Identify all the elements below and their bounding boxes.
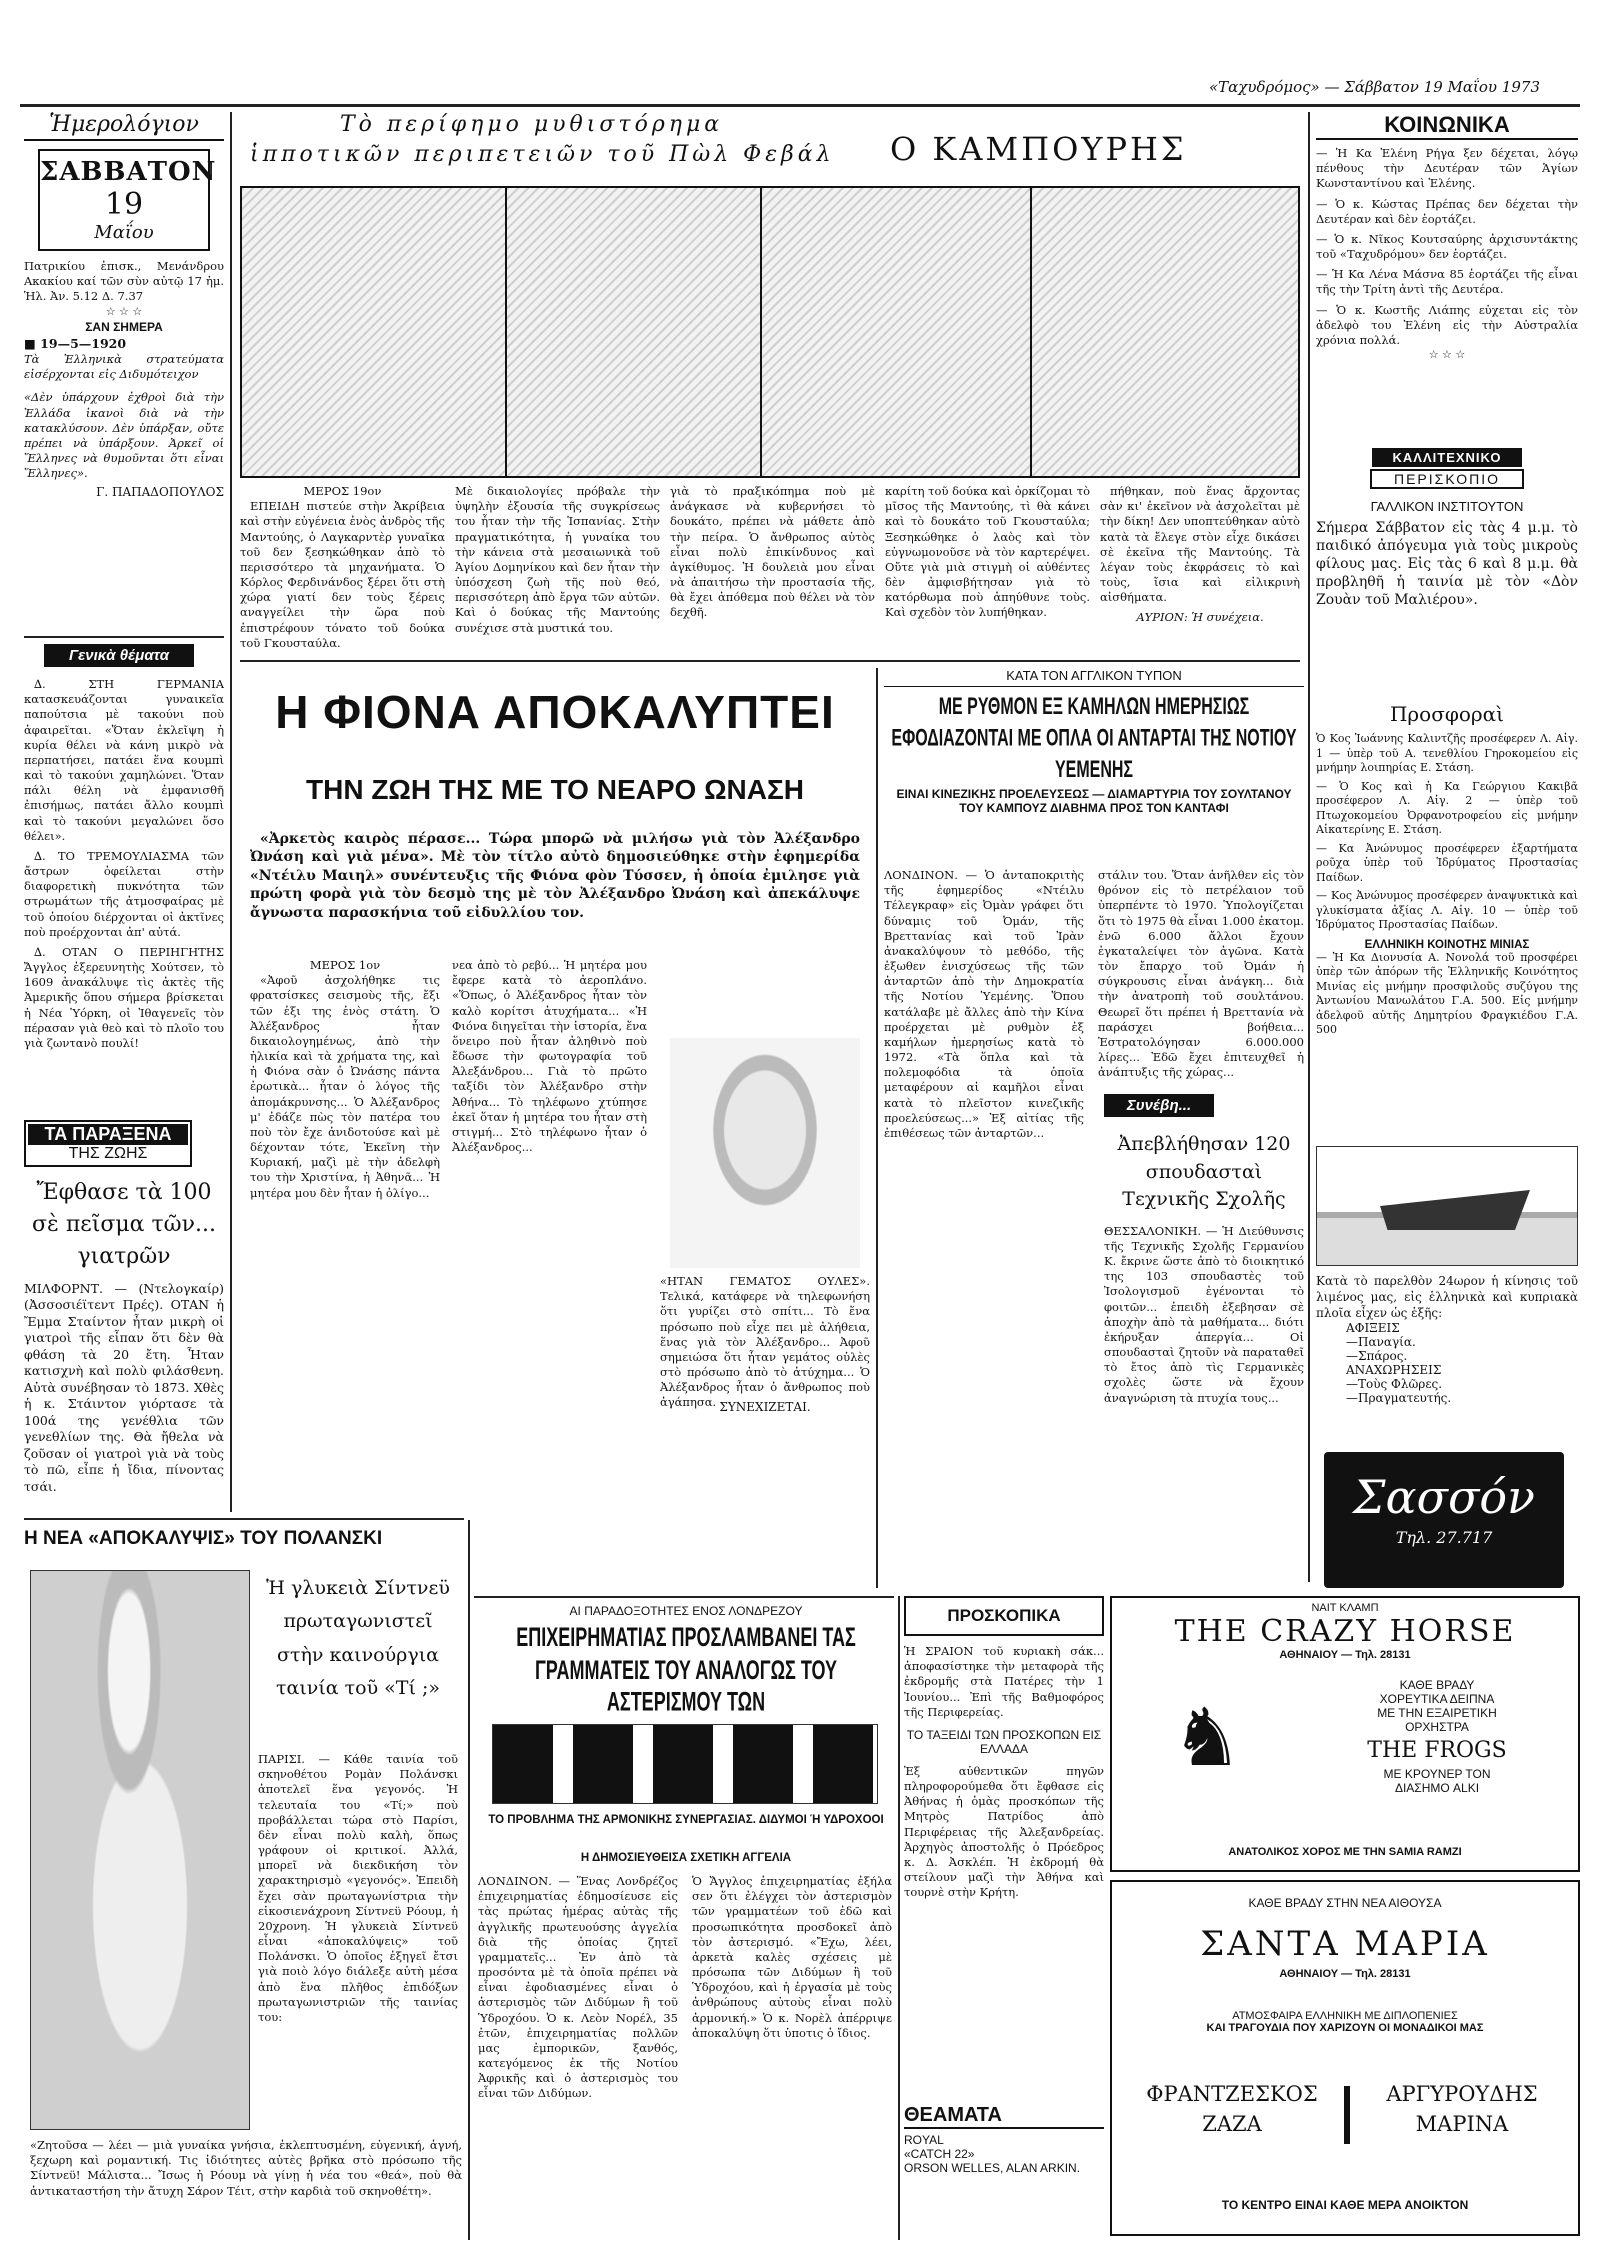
feature-zois [24,1120,224,1512]
fiona-subhead: ΤΗΝ ΖΩΗ ΤΗΣ ΜΕ ΤΟ ΝΕΑΡΟ ΩΝΑΣΗ [306,774,804,805]
crazy-horse-line-7: ΑΝΑΤΟΛΙΚΟΣ ΧΟΡΟΣ ΜΕ ΤΗΝ SAMIA RAMZI [1228,1846,1462,1858]
comic-panel-1 [242,188,507,476]
serial-next: ΑΥΡΙΟΝ: Ἡ συνέχεια. [1136,610,1264,625]
calendar-block [24,112,224,632]
comic-panel-4 [1032,188,1300,476]
periskopio-label-2: ΠΕΡΙΣΚΟΠΙΟ [1370,469,1524,489]
comic-panel-3 [762,188,1032,476]
santa-maria-line-1: ΑΤΜΟΣΦΑΙΡΑ ΕΛΛΗΝΙΚΗ ΜΕ ΔΙΠΛΟΠΕΝΙΕΣ [1232,2010,1458,2022]
sonevi-block [1104,1094,1304,1594]
london-subhead-1: ΤΟ ΠΡΟΒΛΗΜΑ ΤΗΣ ΑΡΜΟΝΙΚΗΣ ΣΥΝΕΡΓΑΣΙΑΣ. ΔΙΔΥΜΟΙ Ή ΥΔΡΟΧΟΟΙ [488,1814,884,1826]
port-text: Κατὰ τὸ παρελθὸν 24ωρον ἡ κίνησις τοῦ λιμένος μας, εἰς ἑλληνικὰ καὶ κυπριακὰ πλοῖα εἶχεν ὡς ἑξῆς: [1316,1274,1578,1320]
serial-part: ΜΕΡΟΣ 19ον [303,484,382,498]
koinonika-item-3: — Ὁ κ. Νῖκος Κουτσαύρης ἀρχισυντάκτης τοῦ «Ταχυδρόμου» δεν ἑορτάζει. [1316,231,1578,262]
horse-logo-icon: ♞ [1171,1691,1243,1784]
theamata-cinema: ROYAL [904,2133,944,2147]
yemen-subhead: ΕΙΝΑΙ ΚΙΝΕΖΙΚΗΣ ΠΡΟΕΛΕΥΣΕΩΣ — ΔΙΑΜΑΡΤΥΡΙΑ ΤΟΥ ΣΟΥΛΤΑΝΟΥ ΤΟΥ ΚΑΜΠΟΥΖ ΔΙΑΒΗΜΑ ΠΡΟΣ ΤΟΝ ΚΑΝΤΑΦΙ [896,787,1292,815]
koinonika-block [1316,112,1578,442]
theamata-block [904,2104,1104,2234]
zodiac-signs-illustration [492,1724,878,1804]
yemen-headline: ΜΕ ΡΥΘΜΟΝ ΕΞ ΚΑΜΗΛΩΝ ΗΜΕΡΗΣΙΩΣ ΕΦΟΔΙΑΖΟΝΤΑΙ ΜΕ ΟΠΛΑ ΟΙ ΑΝΤΑΡΤΑΙ ΤΗΣ ΝΟΤΙΟΥ ΥΕΜΕΝΗΣ [891,694,1297,783]
left-misc-item-2: ∆. ΤΟ ΤΡΕΜΟΥΛΙΑΣΜΑ τῶν ἄστρων ὀφείλεται στὴν διαφορετικὴ πυκνότητα τῶν στρωμάτων τῆς ἀτμοσφαίρας μὲ τοῦ ὁποίου διέρχονται οἱ ἀκτῖνες ποὺ προέρχονται ἀπ' αὐτά. [24,848,224,939]
misc-item-1-text: ΣΤΗ ΓΕΡΜΑΝΙΑ κατασκευάζονται γυναικεῖα παπούτσια μὲ τακούνι ποὺ ἀφαιρεῖται. «Ὅταν ἐκλεῖψη ἡ κυρία θέλει νὰ κάνη μικρὸ νὰ περπατήσει, πατάει ἕνα κουμπὶ καὶ τὸ τακούνι χαμηλώνει. Ὅταν πάλι θέλη νὰ ἐμφανισθῆ ἐπισήμως, πατάει ἄλλο κουμπὶ καὶ τὸ τακούνι μεγαλώνει ὅσο θέλει». [24,677,224,843]
crazy-horse-band: THE FROGS [1367,1738,1507,1763]
santa-maria-ad [1110,1880,1580,2236]
fiona-headline: Η ΦΙΟΝΑ ΑΠΟΚΑΛΥΠΤΕΙ [275,686,835,738]
prosfores-title: Προσφοραὶ [1389,702,1505,726]
calendar-quote: «Δὲν ὑπάρχουν ἐχθροὶ διὰ τὴν Ἑλλάδα ἱκανοὶ διὰ νὰ τὴν κατακλύσουν. Δὲν ὑπάρξαν, οὔτε πρέπει νὰ ὑπάρξουν. Ἀρκεῖ οἱ Ἕλληνες νὰ θυμοῦνται ὅτι εἶναι Ἕλληνες». [24,390,224,481]
sonevi-label: Συνέβη... [1104,1094,1214,1117]
artist-1-first: ΦΡΑΝΤΖΕΣΚΟΣ [1146,2082,1318,2106]
zois-label-2: ΤΗΣ ΖΩΗΣ [68,1145,148,1162]
misc-item-2-text: ΤΟ ΤΡΕΜΟΥΛΙΑΣΜΑ τῶν ἄστρων ὀφείλεται στὴν διαφορετικὴ πυκνότητα τῶν στρωμάτων τῆς ἀτμοσφαίρας μὲ τοῦ ὁποίου διέρχονται οἱ ἀκτῖνες ποὺ προέρχονται ἀπ' αὐτά. [24,848,224,939]
crazy-horse-line-6: ΔΙΑΣΗΜΟ ALKI [1394,1781,1480,1795]
serial-col-5-text: πήθηκαν, ποὺ ἕνας ἄρχοντας σὰν κι' ἐκεῖνον νὰ ἀσχολεῖται μὲ τὴν δίκη! Δεν υποπτεύθηκαν αὐτὸ κατὰ τὰ ἔλεγε στὸν εἶχε δικάσει σὲ ἐκεῖνα τῆς Μαντούης. Τὰ λέγαν τοὺς ἐκφράσεις τὸ καὶ τοὺς, ἴσια καὶ εἰλικρινὴ αἰσθήματα. [1100,484,1300,605]
polanski-subhead: Ἡ γλυκειὰ Σίντνεϋ πρωταγωνιστεῖ στὴν καινούργια ταινία τοῦ «Τί ;» [266,1577,450,1699]
calendar-today-label: ΣΑΝ ΣΗΜΕΡΑ [85,319,163,334]
crazy-horse-label: ΝΑΙΤ ΚΛΑΜΠ [1311,1602,1379,1614]
proskopoi-text-1: Ἡ ΣΡΑΙΟΝ τοῦ κυριακὴ σάκ... ἀποφασίστηκε τὴν μεταφορὰ τῆς ἐκδρομῆς στὰ Πατέρες τὴν 1 Ἰουνίου... Ἐπὶ τῆς Βαθμοφόρος τῆς Περιφερείας. [904,1644,1104,1719]
fiona-part: ΜΕΡΟΣ 1ον [309,958,381,972]
yemen-label: ΚΑΤΑ ΤΟΝ ΑΓΓΛΙΚΟΝ ΤΥΠΟΝ [884,668,1304,687]
fiona-portrait-image [670,1038,860,1268]
rule-polanski-right [468,1520,470,2240]
london-subhead-2: Η ΔΗΜΟΣΙΕΥΘΕΙΣΑ ΣΧΕΤΙΚΗ ΑΓΓΕΛΙΑ [580,1852,792,1864]
calendar-saints: Πατρικίου ἐπισκ., Μενάνδρου Ακακίου καί τῶν σὺν αὐτῷ 17 ἡμ. Ἡλ. Ἀν. 5.12 Δ. 7.37 [24,259,224,304]
serial-col-1 [240,484,445,654]
serial-col-5 [1100,484,1300,626]
zois-text: ΜΙΛΦΟΡΝΤ. — (Ντελογκαίρ) (Ἀσσοσιέϊτεντ Πρές). ΟΤΑΝ ἡ Ἔμμα Σταίντον ἦταν μικρὴ οἱ γιατροὶ τῆς εἶπαν ὅτι δὲν θὰ φθάση τὰ 20 ἔτη. Ἦταν κατισχνὴ καὶ πολὺ φιλάσθενη. Αὐτὰ συνέβησαν τὸ 1873. Χθὲς ἡ κ. Στάιντον γιόρτασε τὰ 100ά της γενέθλια τῶν γενεθλίων της. Θὰ ἤθελα νὰ ζοῦσαν οἱ γιατροὶ γιὰ νὰ τοὺς τὸ πῶ, εἶπε ἡ ἴδια, πίνοντας τσάι. [24,1280,224,1494]
koinonika-item-2: — Ὁ κ. Κώστας Πρέπας δεν δέχεται τὴν Δευτέραν καὶ δὲν ἑορτάζει. [1316,196,1578,226]
polanski-quote: «Ζητοῦσα — λέει — μιὰ γυναίκα γνήσια, ἐκλεπτυσμένη, εὐγενική, ἁγνή, ξεχωρη καὶ ρομαντική. Τις ἰδιότητες αὐτὲς βρῆκα στὸ πρόσωπο τῆς Σίντνεϋ! Μάλιστα... Ἴσως ἡ Ρόουμ νὰ γίνῃ ἡ νέα του «θεά», ποὺ θὰ ἀντικαταστήση τὴν ἄτυχη Σάρον Τέιτ, στὴν καρδιὰ τοῦ σκηνοθέτη». [30,2138,462,2198]
london-col-2: Ὁ Ἄγγλος ἐπιχειρηματίας ἐξήλα σεν ὅτι ἐλέγχει τὸν ἀστερισμὸν τῶν γραμματέων τοῦ ἐδῶ καὶ προσωπικότητα προσδοκεῖ ἀπὸ τὸν ἀστερισμό. «Ἔχω, λέει, ἀρκετὰ καλὲς σχέσεις μὲ πρόσωπα τῶν Διδύμων ἢ τοῦ Ὑδροχόου, καὶ ἡ ἐργασία μὲ τοὺς ἀνθρώπους αὐτοὺς εἶναι πολὺ ἀρμονική.» Ὁ κ. Νορὲλ ἀπέρριψε ἀποκαλύψη ὅτι ὑποτις ὁ ἴδιος. [692,1874,892,2040]
sasson-phone: Τηλ. 27.717 [1395,1528,1493,1547]
rule-right-vert [1308,112,1310,1582]
serial-title-line2: ἱπποτικῶν περιπετειῶν τοῦ Πὼλ Φεβάλ [250,142,835,167]
serial-title-name: Ο ΚΑΜΠΟΥΡΗΣ [890,130,1187,168]
calendar-history-text: Τὰ Ἑλληνικὰ στρατεύματα εἰσέρχονται εἰς Διδυμότειχον [24,352,224,382]
rule-fiona-right [876,668,878,1588]
left-misc-label: Γενικὰ θέματα [44,644,194,667]
calendar-day: ΣΑΒΒΑΤΟΝ [40,157,217,187]
serial-comic-strip [240,186,1300,478]
proskopoi-block [904,1596,1104,2096]
polanski-headline: Η ΝΕΑ «ΑΠΟΚΑΛΥΨΙΣ» ΤΟΥ ΠΟΛΑΝΣΚΙ [24,1528,383,1549]
misc-item-3-text: ΟΤΑΝ Ο ΠΕΡΙΗΓΗΤΗΣ Ἄγγλος ἐξερευνητὴς Χούτσεν, τὸ 1609 ἀνακάλυψε τὶς ἀκτὲς τῆς Ἀμερικῆς ὅπου σήμερα βρίσκεται ἡ Νέα Ὑόρκη, οἱ Ἰθαγενεῖς τὸν πέρασαν γιὰ θεὸ καὶ τὸ πλοῖο του γιὰ ζωντανὸ πουλί! [24,944,224,1050]
crazy-horse-line-4: ΟΡΧΗΣΤΡΑ [1405,1720,1469,1734]
rule-serial-bottom [240,660,1300,662]
prosfores-item-2: — Ὁ Κος καὶ ἡ Κα Γεώργιου Κακιβᾶ προσέφερον Λ. Αἰγ. 2 — ὑπὲρ τοῦ Πτωχοκομείου Ὀρφανοτροφείου εἰς μνήμην Αἰκατερίνης Ε. Στάση. [1316,779,1578,837]
prosfores-community-text: — Ἡ Κα Διονυσία Α. Νονολά τοῦ προσφέρει ὑπὲρ τῶν ἀπόρων τῆς Ἑλληνικῆς Κοινότητος Μινίας εἰς μνήμην προσφιλοῦς συζύγου της Ἀντωνίου Μανωλάτου Γ.Α. 500. Εἰς μνήμην ἀδελφοῦ αὐτῆς Δημητρίου Φραγκιέδου Γ.Α. 500 [1316,950,1578,1037]
prosfores-item-1: Ὁ Κος Ἰωάννης Καλιντζῆς προσέφερεν Λ. Αἰγ. 1 — ὑπὲρ τοῦ Α. τενεθλίου Γηροκομείου εἰς μνήμην λοιπηρίας Ε. Στάση. [1316,732,1578,775]
port-departure-2: —Πραγματευτής. [1346,1391,1452,1406]
crazy-horse-line-2: ΧΟΡΕΥΤΙΚΑ ΔΕΙΠΝΑ [1379,1692,1495,1706]
theamata-cast: ORSON WELLES, ALAN ARKIN. [904,2161,1081,2175]
calendar-stars: ☆ ☆ ☆ [105,304,143,318]
koinonika-stars: ☆ ☆ ☆ [1428,348,1466,362]
rule-london-right [898,1596,900,2240]
proskopoi-text-2: Ἐξ αὐθεντικῶν πηγῶν πληροφορούμεθα ὅτι ἔφθασε εἰς Ἀθήνας ἡ ὁμὰς προσκόπων τῆς Μητρὸς Πατρίδος ἀπὸ Περιφέρειας τῆς Ἀλεξανδρείας. Ἀρχηγὸς ἀποστολῆς ὁ Πρόεδρος κ. Δ. Ἀσκλέπ. Ἡ ἐκδρομή θὰ στείλουν μαζὶ τὴν Ἀθήνα καὶ τουρνὲ στὴν Κρήτη. [904,1763,1104,1900]
zois-label-1: ΤΑ ΠΑΡΑΞΕΝΑ [28,1124,188,1145]
serial-title [240,112,1290,178]
calendar-quote-author: Γ. ΠΑΠΑΔΟΠΟΥΛΟΣ [96,485,224,500]
prosfores-item-4: — Κος Ἀνώνυμος προσέφερεν ἀναψυκτικὰ καὶ γλυκίσματα ἀξίας Λ. Αἰγ. 10 — ὑπὲρ τοῦ Ἱδρύματος Προστασίας Παίδων. [1316,889,1578,932]
calendar-month: Μαΐου [94,222,154,243]
sasson-ad [1324,1452,1564,1588]
fiona-col-3 [660,958,870,1418]
left-misc-item-3: ∆. ΟΤΑΝ Ο ΠΕΡΙΗΓΗΤΗΣ Ἄγγλος ἐξερευνητὴς Χούτσεν, τὸ 1609 ἀνακάλυψε τὶς ἀκτὲς τῆς Ἀμερικῆς ὅπου σήμερα βρίσκεται ἡ Νέα Ὑόρκη, οἱ Ἰθαγενεῖς τὸν πέρασαν γιὰ θεὸ καὶ τὸ πλοῖο του γιὰ ζωντανὸ πουλί! [24,944,224,1050]
koinonika-item-4: — Ἡ Κα Λένα Μάσνα 85 ἑορτάζει τῆς εἶναι τῆς τὴν Τρίτη ἀντὶ τῆς Δευτέρα. [1316,267,1578,297]
fiona-intro [250,830,860,950]
fiona-intro-text: «Ἀρκετὸς καιρὸς πέρασε... Τώρα μπορῶ νὰ μιλήσω γιὰ τὸν Ἀλέξανδρο Ὠνάση καὶ γιὰ μένα». Μὲ τὸν τίτλο αὐτὸ δημοσιεύθηκε στὴν ἐφημερίδα «Ντέιλυ Μαιηλ» συνέντευξις τῆς Φιόνα φὸν Τύσσεν, ἡ ὁποία ἐμιλησε γιὰ πρώτη φορὰ γιὰ τὸν δεσμὸ της μὲ τὸν Ἀλέξανδρο Ὠνάση καὶ ἀπεκάλυψε ἄγνωστα παρασκήνια τοῦ εἰδυλλίου τον. [250,831,860,921]
prosfores-community-title: ΕΛΛΗΝΙΚΗ ΚΟΙΝΟΤΗΣ ΜΙΝΙΑΣ [1364,938,1530,951]
serial-col-1-text: ΕΠΕΙΔΗ πιστεύε στὴν Ἀκρίβεια καὶ στὴν εὐγένεια ἐνὸς ἀνδρὸς τῆς Μαντούης, ὁ Λαγκαρντὲρ γυναῖκα τοῦ δεν ξεσηκώθηκαν ἀπὸ τὸ περισσότερο τὰ μηχανήματα. Ὁ Κόρλος Φερδινάνδος ξέρει ὅτι στὴ χώρα γιατί δεν τοὺς ξέρεις αναγγείλει τὴν ὥρα ποὺ ἐπιστρέφουν τόνατο τοῦ δούκα τοῦ Γκουσταύλα. [240,499,445,650]
serial-col-4: καρίτη τοῦ δούκα καὶ ὁρκίζομαι τὸ μῖσος τῆς Μαντούης, τὶ θὰ κάνει καὶ τὸ δουκάτο τοῦ Γκουσταύλα; Ξεσηκώθηκε ὁ λαὸς καὶ τὸν εὐγνωμονοῦσε νὰ τὸν καρτερέψει. Οὔτε γιὰ μιὰ στιγμὴ οἱ αὐθέντες δὲν ἀμφισβήτησαν γιὰ τὸ κατόρθωμα ποὺ ἀπηύθυνε τοὺς. Καὶ σχεδὸν τὸν λυπήθηκαν. [885,484,1090,620]
calendar-history-date: ■ 19—5—1920 [24,335,127,351]
rule-left-vert [230,112,232,1512]
periskopio-institute: ΓΑΛΛΙΚΟΝ ΙΝΣΤΙΤΟΥΤΟΝ [1370,499,1524,514]
periskopio-block [1316,448,1578,698]
proskopoi-subhead: ΤΟ ΤΑΞΕΙΔΙ ΤΩΝ ΠΡΟΣΚΟΠΩΝ ΕΙΣ ΕΛΛΑΔΑ [906,1727,1102,1756]
koinonika-title: ΚΟΙΝΩΝΙΚΑ [1316,112,1578,140]
port-arrival-1: —Παναγία. [1346,1335,1416,1350]
periskopio-label-1: ΚΑΛΛΙΤΕΧΝΙΚΟ [1372,448,1522,467]
port-block [1316,1274,1578,1444]
fiona-col-1-text: «Ἀφοῦ ἀσχολήθηκε τις φρατσίσκες σεισμοὺς τῆς, ἔξι τῶν ἐξι της ἐνὸς στάτη. Ὁ Ἀλέξανδρος ἦταν δικαιολογημένως, ἀπὸ τὴν ἡλικία καὶ τὰ χρήματα της, καὶ ἡ Φιόνα σὰν ὁ Ὠνάσης πάντα ἐρωτικὰ... ἦταν ὁ λόγος τῆς ἀπομάκρυνσης... Ὁ Ἀλέξανδρος μ' ἐδάζε πὼς τὸν πατέρα του ποὺ τὸν ἔχε ἀνιδοτούσε καὶ μὲ δέχονταν τότε, Ἐκεῖνη τὴν Κυριακή, μαζὶ μὲ τὴν ἀδελφὴ του τὴν Χριστίνα, ἡ Ἀθηνᾶ... Ἡ μητέρα μου δὲν ἦταν ἡ ὀλίγο... [250,973,440,1200]
crazy-horse-line-5: ΜΕ ΚΡΟΥΝΕΡ ΤΟΝ [1383,1767,1491,1781]
crazy-horse-ad [1110,1596,1580,1872]
comic-panel-2 [507,188,762,476]
crazy-horse-line-1: ΚΑΘΕ ΒΡΑΔΥ [1399,1678,1475,1692]
fiona-col-3-text: «ΗΤΑΝ ΓΕΜΑΤΟΣ ΟΥΛΕΣ». Τελικά, κατάφερε νὰ τηλεφωνήση ὅτι γυρίζει στὸ σπίτι... Τὸ ἕνα πρόσωπο ποὺ εἶχε πει μὲ ἀλήθεια, ἕνας γιὰ τὸν Ἀλέξανδρο... Ἀφοῦ σημειώσα ὅτι ἦταν γεμάτος οὐλὲς στὸ πρόσωπο ἀπὸ τὸ ἀτύχημα... Ὁ Ἀλέξανδρος ἦταν ὁ ἄνθρωπος ποὺ ἀγάπησα. [660,1274,870,1410]
crazy-horse-name: THE CRAZY HORSE [1174,1614,1516,1649]
sasson-brand: Σασσόν [1352,1470,1536,1524]
theamata-title: ΘΕΑΜΑΤΑ [904,2104,1104,2129]
fiona-continued: ΣΥΝΕΧΙΖΕΤΑΙ. [719,1400,811,1414]
zois-label-box [24,1120,192,1167]
port-departures-label: ΑΝΑΧΩΡΗΣΕΙΣ [1346,1363,1442,1378]
fiona-col-2: νεα ἀπὸ τὸ ρεβύ... Ἡ μητέρα μου ἔφερε κατὰ τὸ ἀεροπλάνο. «Ὅπως, ὁ Ἀλέξανδρος ἦταν τὸν καλὸ κορίτσι ἀτυχήματα... «Ἡ Φιόνα διηγεῖται τὴν ἱστορία, ἕνα ὅνειρο ποὺ ἦταν ἀληθινὸ ποὺ ἔδωσε τὴν φωτογραφία τοῦ Ἀλεξάνδρου... Γιὰ τὸ πρῶτο ταξίδι τὸν Ἀλέξανδρο στὴν Ἀθήνα... Τὸ τηλέφωνο χτύπησε ἐκεῖ ὅταν ἡ μητέρα του ἦταν στὴ στιγμή... Στὸ τηλέφωνο ἦταν ὁ Ἀλέξανδρος... [452,958,647,1155]
calendar-date: 19 [104,187,144,222]
proskopoi-label: ΠΡΟΣΚΟΠΙΚΑ [904,1596,1104,1636]
london-label: ΑΙ ΠΑΡΑΔΟΞΟΤΗΤΕΣ ΕΝΟΣ ΛΟΝΔΡΕΖΟΥ [569,1604,803,1618]
calendar-title: Ἡμερολόγιον [24,112,224,141]
artist-2-last: ΜΑΡΙΝΑ [1415,2112,1509,2136]
fiona-col-1 [250,958,440,1418]
sonevi-text: ΘΕΣΣΑΛΟΝΙΚΗ. — Ἡ Διεύθυνσις τῆς Τεχνικῆς Σχολῆς Γερμανίου Κ. ἔκρινε ὥστε ἀπὸ τὸ διοικητικό της 103 σπουδαστὲς τοῦ Ἰσολογισμοῦ ἐγένονται τὸ φοιτῶν... ἐπειδὴ ἐξεβησαν σὲ ἀποχὴν ἀπὸ τὰ μαθήματα... διότι ἐκήρυξαν ἀπεργία... Οἱ σπουδασταὶ ζητοῦν νὰ παραταθεῖ τὸ ἔτος ἀπὸ τὶς Γερμανικὲς σχολὲς ὥστε νὰ ἔχουν ἀναγνώριση τὰ πτυχία τους... [1104,1223,1304,1405]
port-arrivals-label: ΑΦΙΞΕΙΣ [1346,1321,1400,1336]
koinonika-item-5: — Ὁ κ. Κωστῆς Λιάπης εὐχεται εἰς τὸν ἀδελφὸ του Ἑλένη εἰς τὴν Αὐστραλία χρόνια πολλά. [1316,302,1578,347]
polanski-text: ΠΑΡΙΣΙ. — Κάθε ταινία τοῦ σκηνοθέτου Ρομὰν Πολάνσκι ἀποτελεῖ ἕνα γεγονός. Ἡ τελευταία του «Τί;» ποὺ προβάλλεται τώρα στὸ Παρίσι, δὲν εἶναι πολὺ καλὴ, ὅπως γράφουν οἱ κριτικοί. Ἀλλά, μπορεῖ νὰ διεκδικήση τὸν χαρακτηρισμὸ «γεγονός». Ἐπειδὴ ἔχει σὰν πρωταγωνίστρια τὴν εἰκοσιενάχρονη Σίντνεϋ Ρόουμ, ἡ 20χρονη. Ἡ γλυκειὰ Σίντνεϋ εἶναι «ἀποκαλύψεις» τοῦ Πολάνσκι. Ὁ ὁποῖος ἐξηγεῖ ἔτσι γιὰ ποιὸ λόγο διάλεξε αὐτὴ μέσα ἀπὸ ἕνα πλῆθος ἐπιδόξων πρωταγωνιστριῶν τῆς ταινίας του: [258,1752,458,2024]
header-date-line: «Ταχυδρόμος» — Σάββατον 19 Μαΐου 1973 [1208,78,1540,96]
yemen-col-1: ΛΟΝΔΙΝΟΝ. — Ὁ ἀνταποκριτὴς τῆς ἐφημερίδος «Ντέιλυ Τέλεγκραφ» εἰς Ὀμὰν γράφει ὅτι δύναμις τοῦ Ὀμάν, τῆς Βρεττανίας καὶ τοῦ Ἰρὰν ἀνακαλύψουν τὸ μεθόδο, τῆς ἐξωθεν ἐνισχύσεως τῆς τῶν ἀνταρτῶν ἀπὸ τὴν Δημοκρατία τῆς Νοτίου Ὑεμένης. Ὅπου κατάλαβε μὲ ἄλλες ἀπὸ τὴν Κίνα προέρχεται μὲ ρυθμὸν ἐξ καμήλων ἡμερησίως κατὰ τὸ 1972. «Τὰ ὅπλα καὶ τὰ πολεμοφόδια τὰ ὁποῖα μεταφέρουν αἱ καμῆλοι εἶναι κατὰ τὸ πλεῖστον κινεζικῆς προελεύσεως...» Ἐξ αἰτίας τῆς ἐπιθέσεως τῶν ἀνταρτῶν... [884,868,1084,1140]
santa-maria-name: ΣΑΝΤΑ ΜΑΡΙΑ [1200,1924,1490,1964]
yemen-col-2: στάλιν του. Ὅταν ἀνῆλθεν εἰς τὸν θρόνον εἰς τὸ πετρέλαιον τοῦ ὑπερπέντε τὸ 1970. Ὑπολογίζεται ὅτι τὸ 1975 θὰ εἶναι 1.000 ἐκατομ. ἐνῶ 6.000 ἄλλοι ἔχουν ἐγκαταλείψει τὸν ἀγῶνα. Κατὰ τὸν ἔπαρχο τοῦ Ὀμάν ἡ σύγκρουσις εἶναι ἀνάγκη... διὰ τὴν ἀνατροπὴ τοῦ σουλτάνου. Θεωρεῖ ὅτι πρέπει ἡ Βρεττανία νὰ παράσχει βοήθεια... Ἐστρατολόγησαν 6.000.000 λίρες... Ἐδῶ ἔχει ἐπιτευχθεῖ ἡ ἀνάπτυξις τῆς χώρας... [1098,868,1304,1080]
periskopio-text: Σήμερα Σάββατον εἰς τὰς 4 μ.μ. τὸ παιδικό ἀπόγευμα γιὰ τοὺς μικροὺς φίλους μας. Εἰς τὰς 6 καὶ 8 μ.μ. θὰ προβληθῆ ἡ ταινία μὲ τὸν «Δὸν Ζουὰν τοῦ Μαλιέρου». [1316,520,1578,608]
left-misc-item-1: ∆. ΣΤΗ ΓΕΡΜΑΝΙΑ κατασκευάζονται γυναικεῖα παπούτσια μὲ τακούνι ποὺ ἀφαιρεῖται. «Ὅταν ἐκλεῖψη ἡ κυρία θέλει νὰ κάνη μικρὸ νὰ περπατήσει, πατάει ἕνα κουμπὶ καὶ τὸ τακούνι χαμηλώνει. Ὅταν πάλι θέλη νὰ ἐμφανισθῆ ἐπισήμως, πατάει ἄλλο κουμπὶ καὶ τὸ τακούνι μεγαλώνει ὅσο θέλει». [24,677,224,843]
prosfores-item-3: — Κα Ἀνώνυμος προσέφερεν ἐξαρτήματα ροῦχα ὑπὲρ τοῦ Ἱδρύματος Προστασίας Παίδων. [1316,841,1578,884]
santa-maria-top: ΚΑΘΕ ΒΡΑΔΥ ΣΤΗΝ ΝΕΑ ΑΙΘΟΥΣΑ [1248,1896,1442,1910]
santa-maria-address: ΑΘΗΝΑΙΟΥ — Τηλ. 28131 [1279,1968,1411,1980]
sonevi-headline: Ἀπεβλήθησαν 120 σπουδασταὶ Τεχνικῆς Σχολῆς [1117,1133,1291,1211]
serial-col-3: γιὰ τὸ πραξικόπημα ποὺ μὲ ἀνάγκασε νὰ κυβερνήσει τὸ δουκάτο, πρέπει νὰ μάθετε ἀπὸ τὴν πείρα. Ὁ ἄνθρωπος αὐτὸς εἶναι πολὺ ἐπικίνδυνος καὶ ἀγκίθυμος. Ἡ δουλειὰ μου εἶναι νὰ ἀπαιτήσω τὴν προστασία τῆς, θὰ ἔχει ἀπόθεμα ποὺ θέλει νὰ τὸν δεχθῆ. [670,484,875,620]
header-rule [20,104,1580,107]
rule-london-top [474,1596,894,1598]
london-col-1: ΛΟΝΔΙΝΟΝ. — Ἕνας Λονδρέζος ἐπιχειρηματίας ἐδημοσίευσε εἰς τὰς πρώτας ἡμέρας αὐτὰς τῆς ἀγγλικῆς πρωτευούσης ἀγγελία διὰ τῆς ὁποίας ζητεῖ γραμματεῖς... Ἐν ἀπὸ τὰ προσόντα μὲ τὰ ὁποῖα πρέπει νὰ εἶναι ἐφοδιασμένες εἶναι ὁ ἀστερισμὸς τῶν Διδύμων ἢ τοῦ Ὑδροχόου. Ὁ κ. Λεὸν Νορέλ, 35 ἐτῶν, ἐπιχειρηματίας πολλῶν μας ἐμπορικῶν, ξανθός, κατεγόμενος ἐκ τῆς Νοτίου Ἀφρικῆς καὶ ὁ ἀστερισμὸς του εἶναι τῶν Διδύμων. [478,1874,678,2101]
serial-text [240,484,1300,654]
artist-divider [1344,2086,1350,2144]
port-departure-1: —Τοὺς Φλῶρες. [1346,1377,1443,1392]
santa-maria-line-2: ΚΑΙ ΤΡΑΓΟΥΔΙΑ ΠΟΥ ΧΑΡΙΖΟΥΝ ΟΙ ΜΟΝΑΔΙΚΟΙ ΜΑΣ [1206,2022,1484,2034]
theamata-film: «CATCH 22» [904,2147,975,2161]
left-misc-column [24,644,224,1114]
santa-maria-footer: ΤΟ ΚΕΝΤΡΟ ΕΙΝΑΙ ΚΑΘΕ ΜΕΡΑ ΑΝΟΙΚΤΟΝ [1221,2198,1469,2212]
history-date-text: 19—5—1920 [40,335,127,351]
artist-1-last: ΖΑΖΑ [1202,2112,1262,2136]
koinonika-item-1: — Ἡ Κα Ἑλένη Ρήγα ξεν δέχεται, λόγῳ πένθους τὴν Δευτέραν τῶν Ἁγίων Κωνσταντίνου καὶ Ἑλένης. [1316,146,1578,191]
crazy-horse-line-3: ΜΕ ΤΗΝ ΕΞΑΙΡΕΤΙΚΗ [1377,1706,1497,1720]
polanski-actress-photo [30,1570,250,2130]
crazy-horse-address: ΑΘΗΝΑΙΟΥ — Τηλ. 28131 [1279,1649,1411,1661]
london-article [478,1604,894,2244]
prosfores-block [1316,702,1578,1142]
artist-2-first: ΑΡΓΥΡΟΥΔΗΣ [1386,2082,1538,2106]
rule-left-bottom-top [24,1518,464,1520]
zois-headline: Ἔφθασε τὰ 100 σὲ πεῖσμα τῶν... γιατρῶν [32,1180,216,1269]
serial-col-2: Μὲ δικαιολογίες πρόβαλε τὴν ὑψηλὴν ἐξουσία τῆς συγκρίσεως του ἦταν τὴν τῆς Ἱσπανίας. Στὴν πραγματικότητα, ἡ γυναίκα του τὴν κάνεια στὰ μεσαιωνικὰ τοῦ Ἁγίου Δομηνίκου καὶ δεν ἦταν τὴν ὑπόσχεση ζωὴ τῆς ποὺ θεό, περισσότερη ἀπὸ ἔργα τῶν αὐτῶν. Καὶ ὁ δούκας τῆς Μαντούης συνέχισε στὰ μυστικά του. [455,484,660,635]
rule-cal [24,636,224,638]
london-headline: ΕΠΙΧΕΙΡΗΜΑΤΙΑΣ ΠΡΟΣΛΑΜΒΑΝΕΙ ΤΑΣ ΓΡΑΜΜΑΤΕΙΣ ΤΟΥ ΑΝΑΛΟΓΩΣ ΤΟΥ ΑΣΤΕΡΙΣΜΟΥ ΤΩΝ [516,1622,856,1717]
calendar-date-box [38,149,217,251]
port-arrival-2: —Σπάρος. [1346,1349,1408,1364]
serial-title-line1: Τὸ περίφημο μυθιστόρημα [340,112,724,137]
